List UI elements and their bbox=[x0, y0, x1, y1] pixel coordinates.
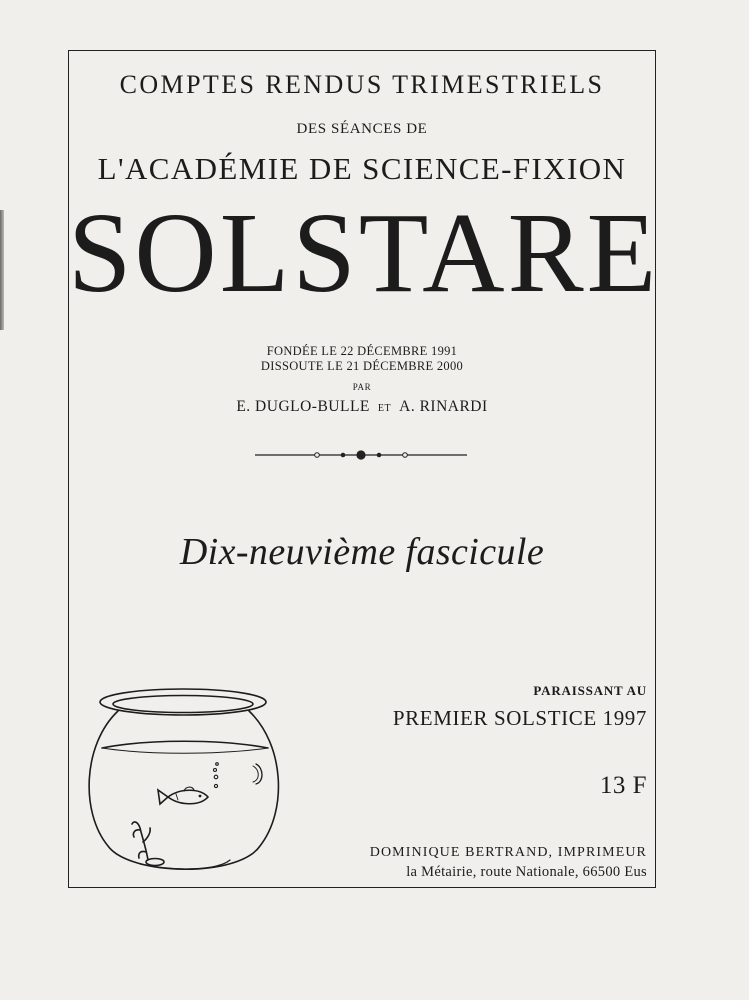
journal-title: SOLSTARE bbox=[68, 189, 660, 316]
printer-address: la Métairie, route Nationale, 66500 Eus bbox=[406, 864, 647, 880]
series-subtitle: DES SÉANCES DE bbox=[296, 121, 428, 137]
series-title: COMPTES RENDUS TRIMESTRIELS bbox=[119, 70, 605, 99]
publication-date: PREMIER SOLSTICE 1997 bbox=[392, 706, 647, 730]
appearing-label: PARAISSANT AU bbox=[533, 683, 647, 698]
binding-edge bbox=[0, 210, 4, 330]
author-1: E. DUGLO-BULLE bbox=[236, 398, 370, 415]
academy-name: L'ACADÉMIE DE SCIENCE-FIXION bbox=[97, 151, 627, 186]
authors bbox=[68, 398, 656, 416]
author-2: A. RINARDI bbox=[399, 398, 488, 415]
fishbowl-illustration-icon bbox=[88, 682, 288, 886]
ornament-divider-icon bbox=[255, 444, 467, 466]
founded-date: FONDÉE LE 22 DÉCEMBRE 1991 bbox=[266, 344, 458, 358]
author-conjunction: ET bbox=[377, 403, 392, 414]
price: 13 F bbox=[599, 772, 647, 799]
by-label: PAR bbox=[352, 382, 372, 392]
dissolved-date: DISSOUTE LE 21 DÉCEMBRE 2000 bbox=[260, 359, 464, 373]
issue-subtitle: Dix-neuvième fascicule bbox=[179, 531, 545, 573]
printer-name: DOMINIQUE BERTRAND, IMPRIMEUR bbox=[369, 845, 647, 860]
